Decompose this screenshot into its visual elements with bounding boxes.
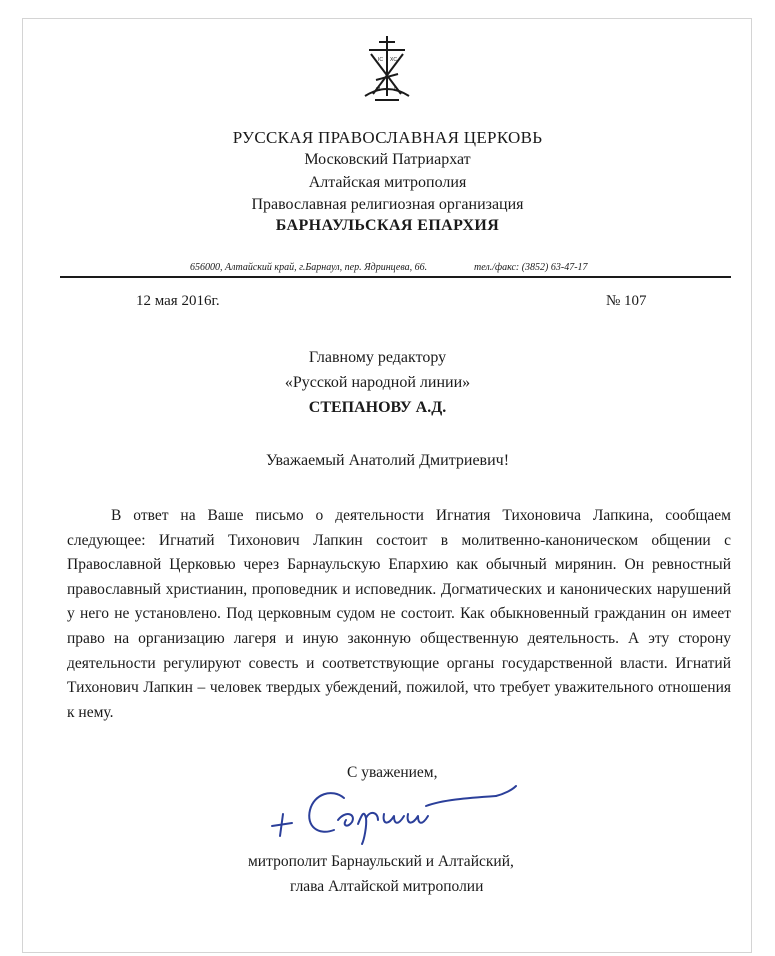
postal-address: 656000, Алтайский край, г.Барнаул, пер. Ядринцева, 66. bbox=[190, 262, 428, 273]
letter-date: 12 мая 2016г. bbox=[136, 293, 220, 309]
religious-org: Православная религиозная организация bbox=[251, 196, 524, 213]
svg-text:IC: IC bbox=[378, 57, 383, 63]
svg-text:XC: XC bbox=[390, 57, 397, 63]
signer-title: митрополит Барнаульский и Алтайский, bbox=[248, 853, 514, 870]
greeting: Уважаемый Анатолий Дмитриевич! bbox=[265, 452, 510, 469]
phone-fax: тел./факс: (3852) 63-47-17 bbox=[474, 262, 588, 273]
letter-body: В ответ на Ваше письмо о деятельности Игнатия Тихоновича Лапкина, сообщаем следующее: Игнатий Тихонович Лапкин состоит в молитвенно-каноническом общении с Православной Церковью через Барнаульскую Епархию как обычный мирянин. Он ревностный православный христианин, проповедник и исповедник. Догматических и канонических нарушений у него не установлено. Под церковным судом не состоит. Как обыкновенный гражданин он имеет право на организацию лагеря и иную законную общественную деятельность. А эту сторону деятельности регулируют совесть и соответствующие органы государственной власти. Игнатий Тихонович Лапкин – человек твердых убеждений, пожилой, что требует уважительного отношения к нему. bbox=[67, 507, 731, 721]
svg-text:Г: Г bbox=[394, 87, 397, 93]
addressee-title: Главному редактору bbox=[308, 349, 447, 366]
svg-text:M: M bbox=[376, 87, 381, 93]
contact-line bbox=[190, 262, 588, 273]
letter-number: № 107 bbox=[606, 293, 647, 309]
orthodox-cross-emblem-icon bbox=[361, 34, 413, 104]
closing-regards: С уважением, bbox=[347, 764, 438, 781]
org-name: РУССКАЯ ПРАВОСЛАВНАЯ ЦЕРКОВЬ bbox=[232, 128, 543, 147]
eparchy-name: БАРНАУЛЬСКАЯ ЕПАРХИЯ bbox=[275, 217, 500, 234]
addressee-publication: «Русской народной линии» bbox=[284, 374, 471, 391]
patriarchate: Московский Патриархат bbox=[304, 151, 471, 168]
metropolis: Алтайская митрополия bbox=[308, 174, 467, 191]
signer-position: глава Алтайской митрополии bbox=[290, 878, 484, 895]
addressee-name: СТЕПАНОВУ А.Д. bbox=[308, 399, 447, 416]
header-divider bbox=[60, 276, 731, 278]
handwritten-signature bbox=[266, 780, 526, 850]
